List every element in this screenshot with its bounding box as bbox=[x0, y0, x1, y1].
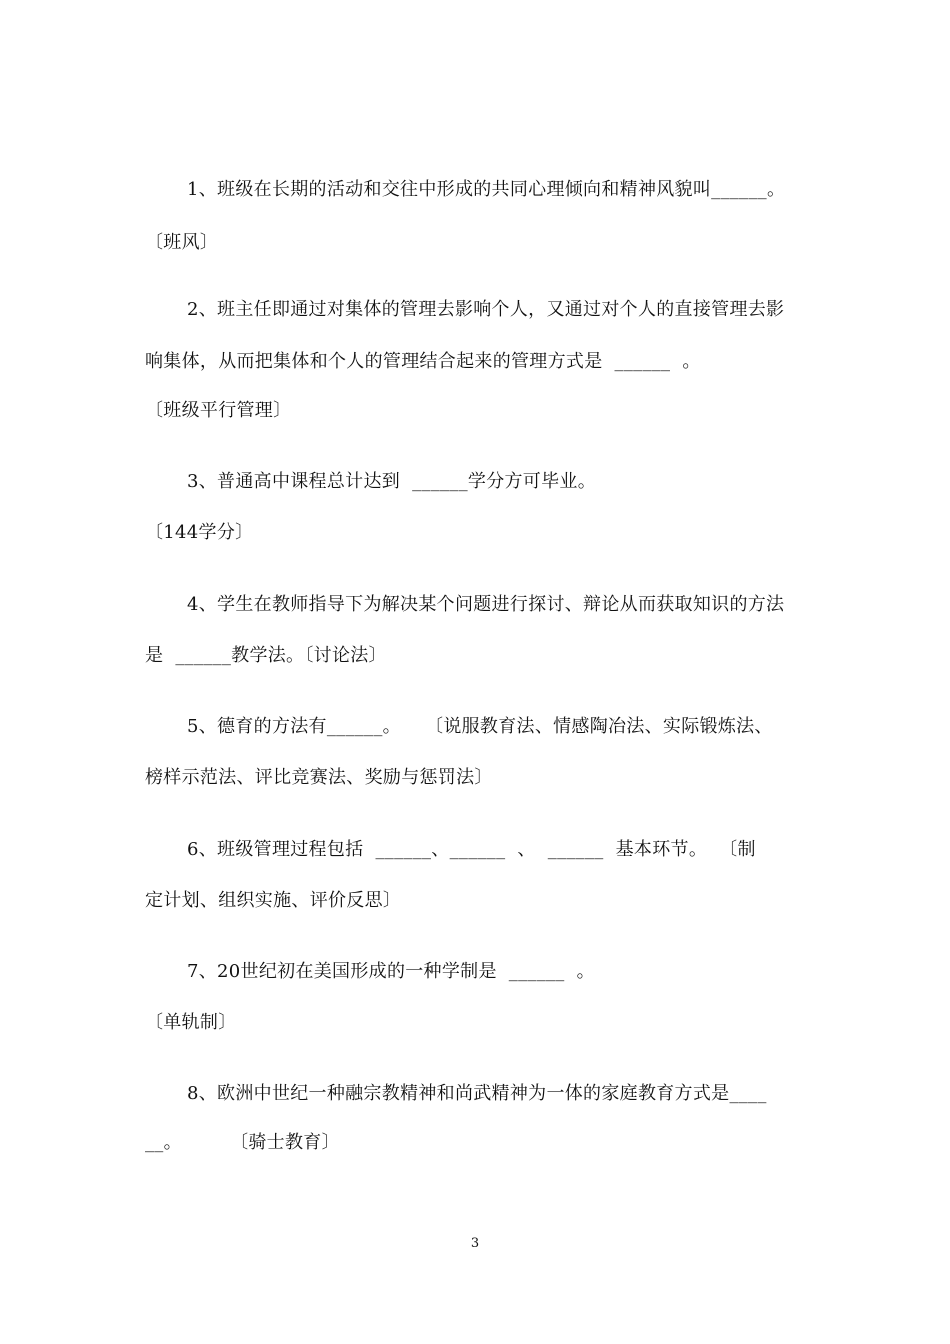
page-number: 3 bbox=[470, 1236, 480, 1251]
question-3-answer: 〔144学分〕 bbox=[145, 522, 254, 543]
question-5-text: 5、德育的方法有______。 〔说服教育法、情感陶冶法、实际锻炼法、 bbox=[187, 716, 773, 737]
question-2-text-line-2: 响集体，从而把集体和个人的管理结合起来的管理方式是 ______ 。 bbox=[145, 351, 701, 372]
question-8-text-line-1: 8、欧洲中世纪一种融宗教精神和尚武精神为一体的家庭教育方式是____ bbox=[187, 1083, 767, 1104]
question-7-text: 7、20世纪初在美国形成的一种学制是 ______ 。 bbox=[187, 961, 595, 982]
question-3-text: 3、普通高中课程总计达到 ______学分方可毕业。 bbox=[187, 471, 596, 492]
question-1-text: 1、班级在长期的活动和交往中形成的共同心理倾向和精神风貌叫______。 bbox=[187, 179, 786, 200]
question-1-answer: 〔班风〕 bbox=[145, 232, 219, 253]
question-4-text-line-1: 4、学生在教师指导下为解决某个问题进行探讨、辩论从而获取知识的方法 bbox=[187, 594, 785, 615]
question-6-answer: 定计划、组织实施、评价反思〕 bbox=[145, 890, 402, 911]
question-2-text-line-1: 2、班主任即通过对集体的管理去影响个人，又通过对个人的直接管理去影 bbox=[187, 299, 785, 320]
question-5-answer: 榜样示范法、评比竞赛法、奖励与惩罚法〕 bbox=[145, 767, 493, 788]
question-7-answer: 〔单轨制〕 bbox=[145, 1012, 237, 1033]
question-2-answer: 〔班级平行管理〕 bbox=[145, 400, 292, 421]
question-4-text-line-2: 是 ______教学法。〔讨论法〕 bbox=[145, 645, 387, 666]
question-6-text: 6、班级管理过程包括 ______、______ 、 ______ 基本环节。 〔制 bbox=[187, 839, 756, 860]
question-8-text-line-2: __。 〔骑士教育〕 bbox=[145, 1132, 340, 1153]
